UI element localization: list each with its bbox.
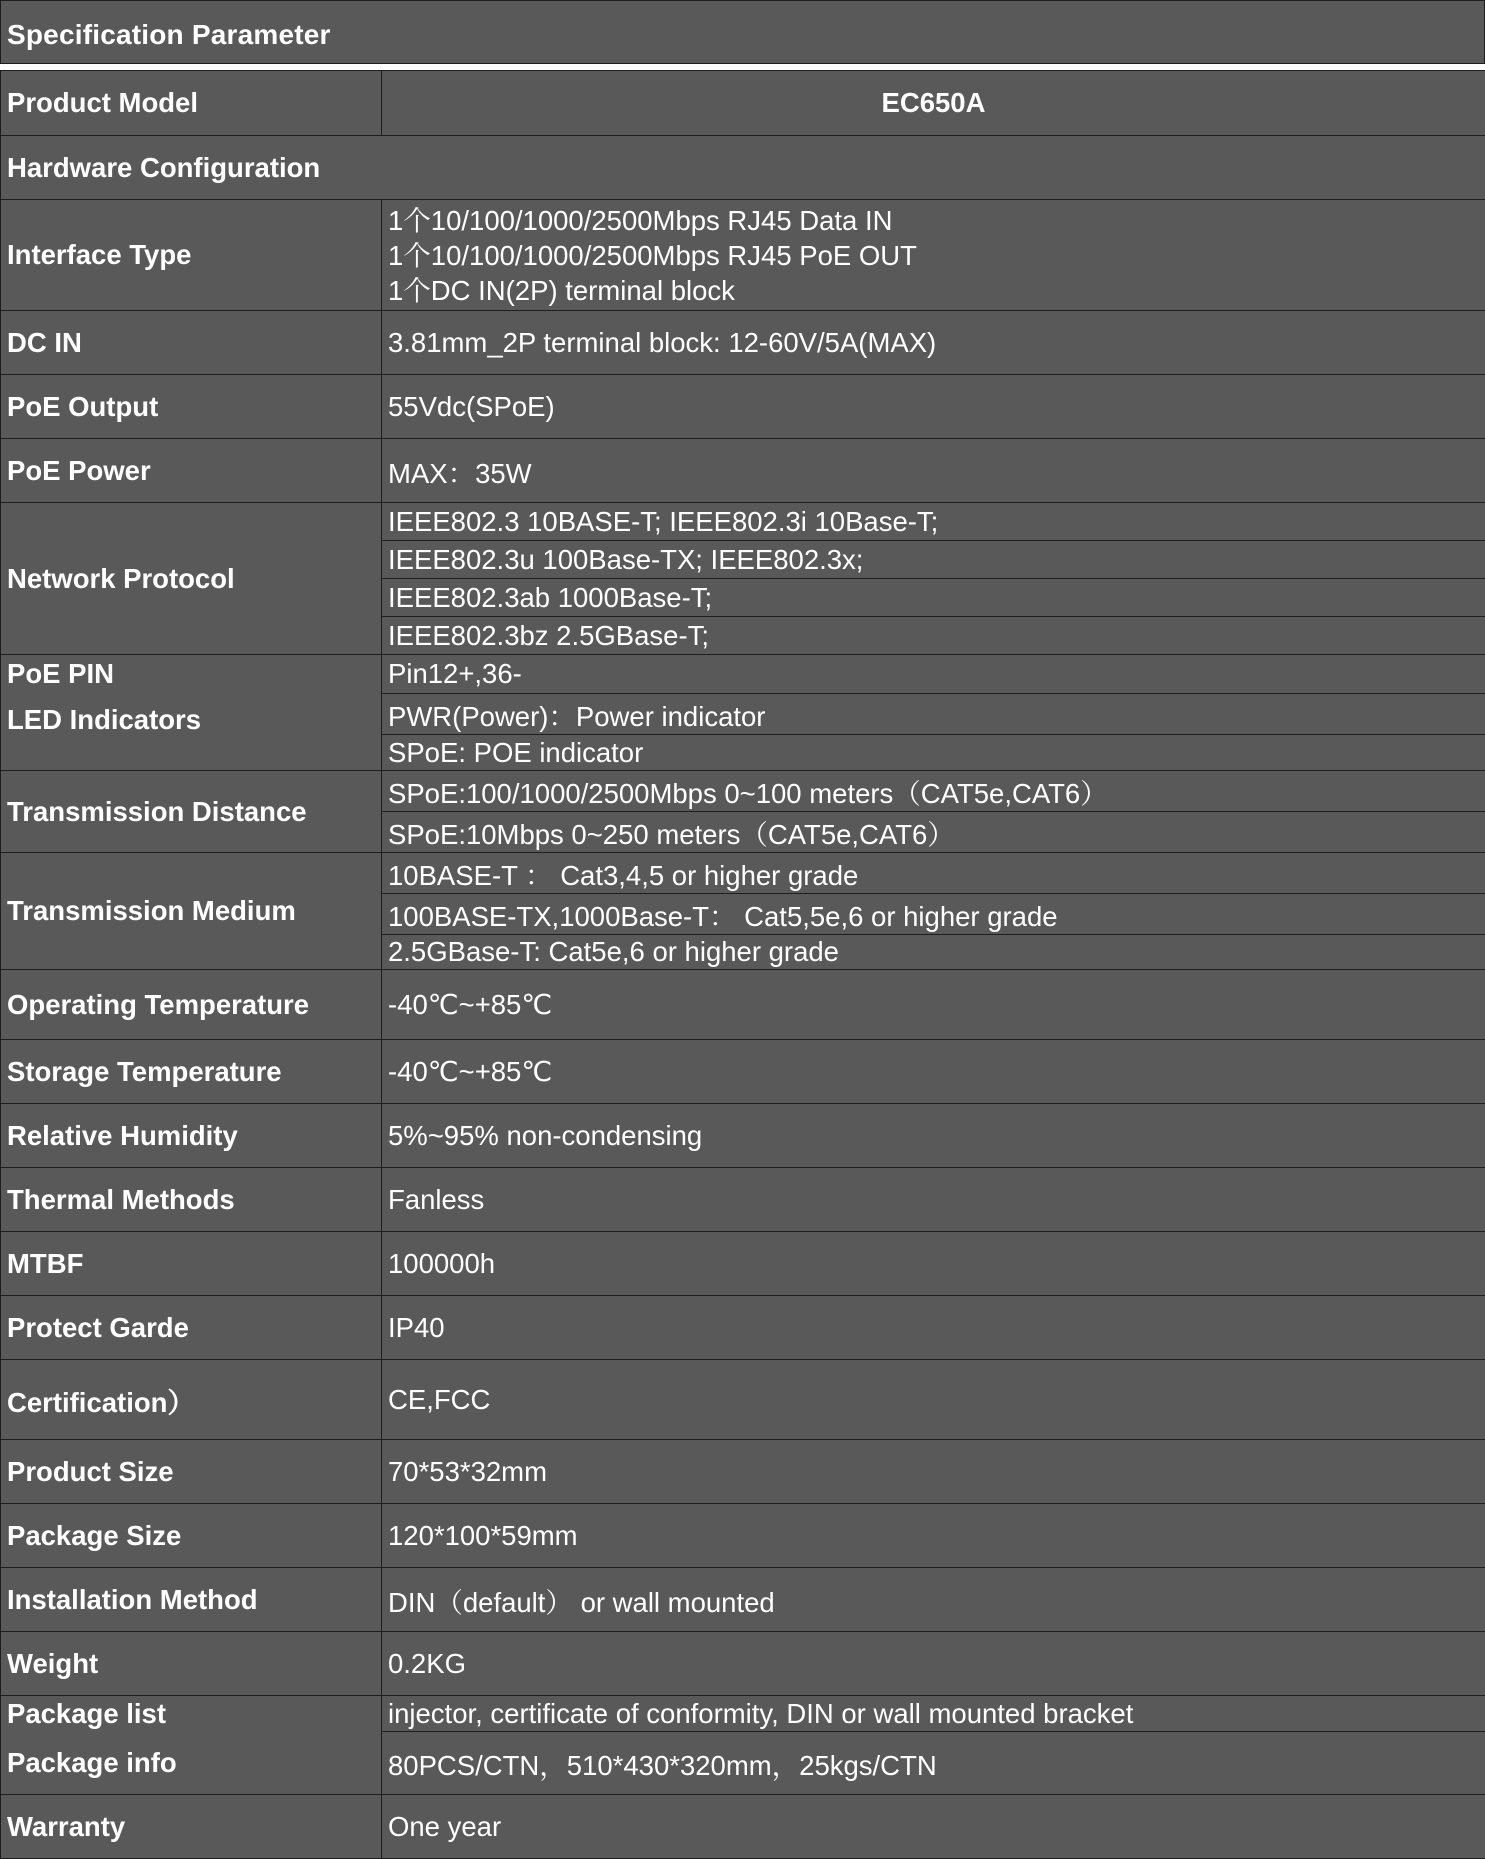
mtbf-value: 100000h (382, 1232, 1485, 1296)
transmission-distance-line: SPoE:10Mbps 0~250 meters（CAT5e,CAT6） (382, 812, 1485, 853)
product-model-value: EC650A (382, 71, 1485, 136)
transmission-distance-label: Transmission Distance (1, 771, 382, 853)
hardware-section-label: Hardware Configuration (1, 136, 1485, 200)
certification-value: CE,FCC (382, 1360, 1485, 1440)
row-transmission-medium (1, 853, 1485, 894)
row-thermal-methods (1, 1168, 1485, 1232)
product-model-label: Product Model (1, 71, 382, 136)
network-protocol-line: IEEE802.3u 100Base-TX; IEEE802.3x; (382, 541, 1485, 579)
led-indicators-label: LED Indicators (1, 694, 382, 771)
row-installation-method (1, 1568, 1485, 1632)
storage-temperature-label: Storage Temperature (1, 1040, 382, 1104)
poe-output-value: 55Vdc(SPoE) (382, 375, 1485, 439)
weight-value: 0.2KG (382, 1632, 1485, 1696)
spec-header-bar (0, 0, 1485, 64)
poe-pin-label: PoE PIN (1, 655, 382, 694)
row-dc-in (1, 311, 1485, 375)
transmission-distance-line: SPoE:100/1000/2500Mbps 0~100 meters（CAT5e,CAT6） (382, 771, 1485, 812)
certification-label: Certification） (1, 1360, 382, 1440)
package-info-value: 80PCS/CTN，510*430*320mm，25kgs/CTN (382, 1732, 1485, 1795)
installation-method-value: DIN（default） or wall mounted (382, 1568, 1485, 1632)
weight-label: Weight (1, 1632, 382, 1696)
package-list-value: injector, certificate of conformity, DIN or wall mounted bracket (382, 1696, 1485, 1732)
row-operating-temperature (1, 970, 1485, 1040)
row-transmission-distance (1, 771, 1485, 812)
thermal-methods-label: Thermal Methods (1, 1168, 382, 1232)
interface-line: 1个DC IN(2P) terminal block (388, 273, 1479, 308)
transmission-medium-line: 100BASE-TX,1000Base-T： Cat5,5e,6 or higher grade (382, 894, 1485, 935)
warranty-value: One year (382, 1795, 1485, 1859)
row-poe-pin (1, 655, 1485, 694)
operating-temperature-label: Operating Temperature (1, 970, 382, 1040)
package-info-label: Package info (1, 1732, 382, 1795)
poe-output-label: PoE Output (1, 375, 382, 439)
spec-title: Specification Parameter (7, 19, 331, 51)
protect-grade-label: Protect Garde (1, 1296, 382, 1360)
row-poe-output (1, 375, 1485, 439)
spec-table (0, 70, 1485, 1859)
row-protect-grade (1, 1296, 1485, 1360)
row-relative-humidity (1, 1104, 1485, 1168)
network-protocol-line: IEEE802.3ab 1000Base-T; (382, 579, 1485, 617)
poe-power-label: PoE Power (1, 439, 382, 503)
row-warranty (1, 1795, 1485, 1859)
row-mtbf (1, 1232, 1485, 1296)
row-weight (1, 1632, 1485, 1696)
product-size-label: Product Size (1, 1440, 382, 1504)
network-protocol-line: IEEE802.3bz 2.5GBase-T; (382, 617, 1485, 655)
row-network-protocol (1, 503, 1485, 541)
poe-power-value: MAX：35W (382, 439, 1485, 503)
operating-temperature-value: -40℃~+85℃ (382, 970, 1485, 1040)
package-size-value: 120*100*59mm (382, 1504, 1485, 1568)
package-list-label: Package list (1, 1696, 382, 1732)
row-package-size (1, 1504, 1485, 1568)
warranty-label: Warranty (1, 1795, 382, 1859)
interface-type-label: Interface Type (1, 200, 382, 311)
relative-humidity-value: 5%~95% non-condensing (382, 1104, 1485, 1168)
transmission-medium-line: 10BASE-T ： Cat3,4,5 or higher grade (382, 853, 1485, 894)
network-protocol-label: Network Protocol (1, 503, 382, 655)
interface-line: 1个10/100/1000/2500Mbps RJ45 PoE OUT (388, 238, 1479, 273)
thermal-methods-value: Fanless (382, 1168, 1485, 1232)
installation-method-label: Installation Method (1, 1568, 382, 1632)
led-indicator-line: SPoE: POE indicator (382, 735, 1485, 771)
storage-temperature-value: -40℃~+85℃ (382, 1040, 1485, 1104)
row-poe-power (1, 439, 1485, 503)
mtbf-label: MTBF (1, 1232, 382, 1296)
interface-type-value (382, 200, 1485, 311)
dc-in-label: DC IN (1, 311, 382, 375)
row-package-info (1, 1732, 1485, 1795)
row-storage-temperature (1, 1040, 1485, 1104)
product-size-value: 70*53*32mm (382, 1440, 1485, 1504)
row-product-size (1, 1440, 1485, 1504)
relative-humidity-label: Relative Humidity (1, 1104, 382, 1168)
row-hardware-configuration (1, 136, 1485, 200)
row-led-indicators (1, 694, 1485, 735)
row-interface-type (1, 200, 1485, 311)
poe-pin-value: Pin12+,36- (382, 655, 1485, 694)
row-certification (1, 1360, 1485, 1440)
transmission-medium-label: Transmission Medium (1, 853, 382, 970)
row-product-model (1, 71, 1485, 136)
interface-line: 1个10/100/1000/2500Mbps RJ45 Data IN (388, 203, 1479, 238)
package-size-label: Package Size (1, 1504, 382, 1568)
network-protocol-line: IEEE802.3 10BASE-T; IEEE802.3i 10Base-T; (382, 503, 1485, 541)
protect-grade-value: IP40 (382, 1296, 1485, 1360)
dc-in-value: 3.81mm_2P terminal block: 12-60V/5A(MAX) (382, 311, 1485, 375)
row-package-list (1, 1696, 1485, 1732)
transmission-medium-line: 2.5GBase-T: Cat5e,6 or higher grade (382, 935, 1485, 970)
led-indicator-line: PWR(Power)：Power indicator (382, 694, 1485, 735)
